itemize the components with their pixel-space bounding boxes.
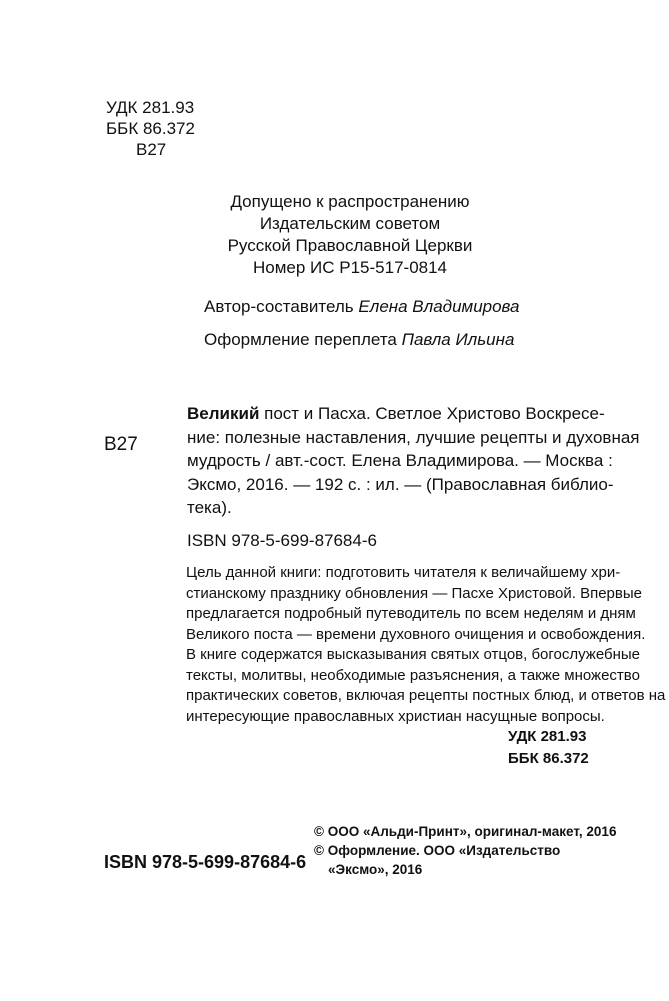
book-abstract [186,563,666,727]
copyright-block [314,822,616,879]
catalog-line-3: мудрость / авт.-сост. Елена Владимирова. — Москва : [187,451,613,470]
abstract-line-3: предлагается подробный путеводитель по всем неделям и дням [186,605,636,622]
compiler-credit [204,297,520,317]
approval-line-1: Допущено к распространению [230,192,470,211]
cover-design-credit [204,330,514,350]
bbk-code-bottom: ББК 86.372 [508,750,589,767]
catalog-line-5: тека). [187,498,232,517]
author-mark: В27 [136,140,167,159]
abstract-line-4: Великого поста — времени духовного очищения и освобождения. [186,625,646,643]
abstract-line-1: Цель данной книги: подготовить читателя к величайшему хри- [186,564,621,581]
copyright-line-1: © ООО «Альди-Принт», оригинал-макет, 2016 [314,824,617,839]
compiler-name: Елена Владимирова [358,297,520,316]
catalog-line-4: Эксмо, 2016. — 192 с. : ил. — (Православная библио- [187,474,614,494]
header-classification-codes [106,97,195,160]
compiler-label: Автор-составитель [204,297,354,316]
classification-codes-bottom [508,726,589,770]
copyright-line-2: © Оформление. ООО «Издательство [314,843,561,858]
approval-line-3: Русской Православной Церкви [227,236,473,255]
catalog-author-mark: В27 [104,434,138,455]
isbn-main: ISBN 978-5-699-87684-6 [104,852,307,872]
catalog-record [187,402,640,520]
abstract-line-2: стианскому празднику обновления — Пасхе Христовой. Впервые [186,584,642,602]
abstract-line-5: В книге содержатся высказывания святых отцов, богослужебные [186,646,641,663]
abstract-line-7: практических советов, включая рецепты постных блюд, и ответов на [186,687,666,704]
church-approval-block [150,191,550,279]
bbk-code: ББК 86.372 [106,119,195,138]
catalog-line-2: ние: полезные наставления, лучшие рецепты и духовная [187,427,640,447]
cover-label: Оформление переплета [204,330,397,349]
cover-designer-name: Павла Ильина [401,330,515,349]
catalog-line-1 [187,402,605,426]
approval-line-2: Издательским советом [259,214,441,233]
abstract-line-8: интересующие православных христиан насущные вопросы. [186,707,605,725]
approval-number: Номер ИС Р15-517-0814 [252,258,448,277]
abstract-line-6: тексты, молитвы, необходимые разъяснения, а также множество [186,666,640,684]
udk-code: УДК 281.93 [106,98,195,117]
catalog-title-bold: Великий [187,404,260,423]
udk-code-bottom: УДК 281.93 [508,728,587,745]
catalog-line-1-text: пост и Пасха. Светлое Христово Воскресе- [259,404,605,423]
catalog-isbn: ISBN 978-5-699-87684-6 [187,531,377,550]
copyright-line-3: «Эксмо», 2016 [328,862,423,877]
